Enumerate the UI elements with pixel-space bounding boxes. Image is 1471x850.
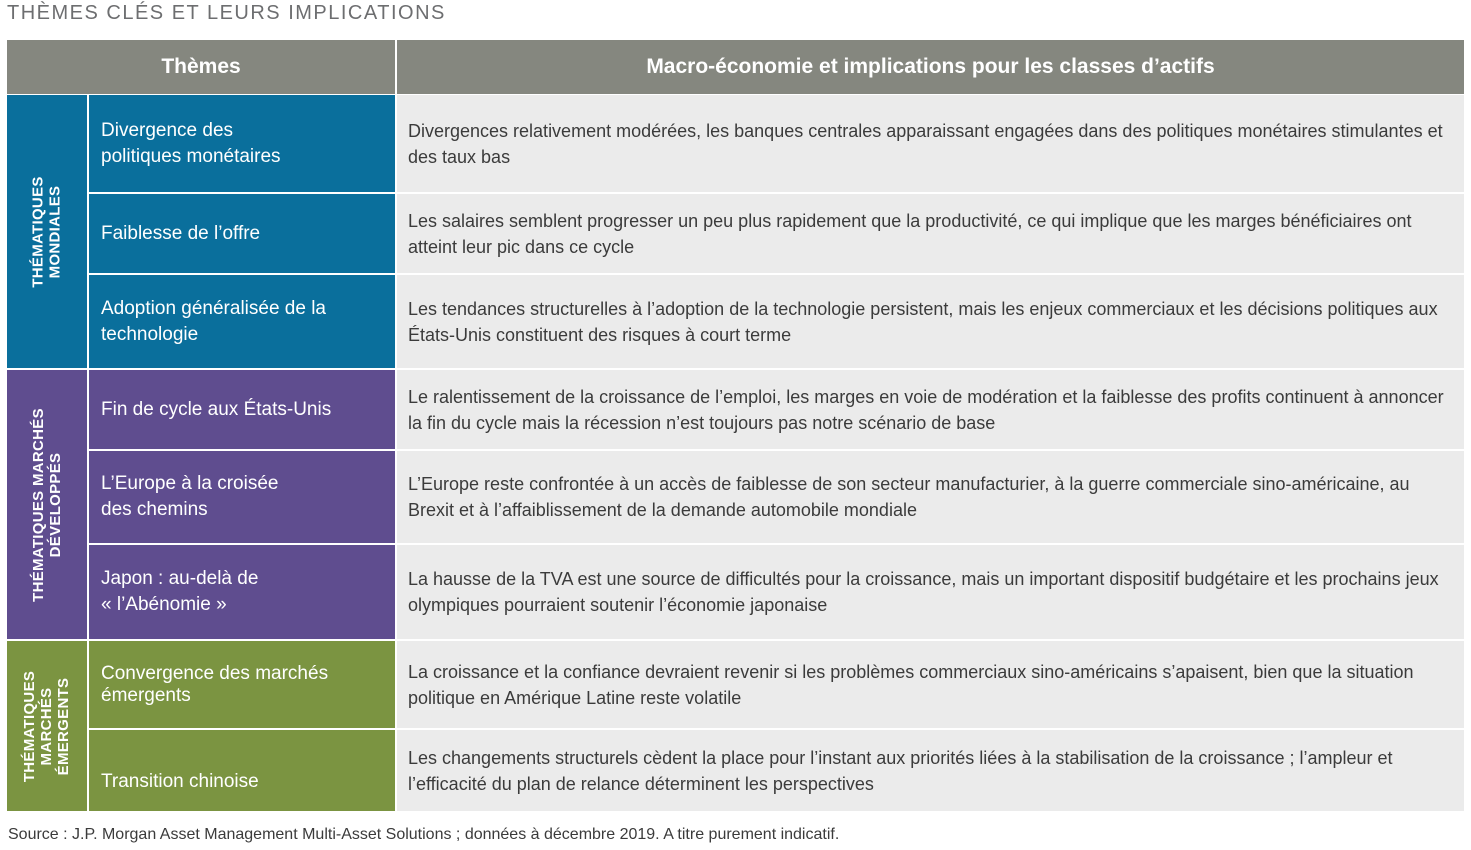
source-note: Source : J.P. Morgan Asset Management Multi-Asset Solutions ; données à décembre 2019. A titre purement indicatif. — [8, 826, 840, 843]
desc-faiblesse-offre: Les salaires semblent progresser un peu plus rapidement que la productivité, ce qui implique que les marges bénéficiaires ont atteint leur pic dans ce cycle — [397, 194, 1464, 273]
theme-convergence: Convergence des marchés émergents — [89, 641, 395, 728]
group-label-line: MARCHÉS — [38, 687, 56, 765]
theme-japon: Japon : au-delà de « l’Abénomie » — [89, 545, 395, 639]
desc-adoption-technologie: Les tendances structurelles à l’adoption de la technologie persistent, mais les enjeux commerciaux et les décisions politiques aux États-Unis constituent des risques à court terme — [397, 275, 1464, 368]
group-label-line: ÉMERGENTS — [55, 677, 73, 775]
theme-divergence: Divergence des politiques monétaires — [89, 95, 395, 192]
theme-transition-chinoise: Transition chinoise — [89, 730, 395, 811]
header-macro: Macro-économie et implications pour les classes d’actifs — [397, 40, 1464, 94]
desc-europe: L’Europe reste confrontée à un accès de faiblesse de son secteur manufacturier, à la guerre commerciale sino-américaine, au Brexit et à l’affaiblissement de la demande automobile mondiale — [397, 451, 1464, 543]
theme-fin-cycle: Fin de cycle aux États-Unis — [89, 370, 395, 449]
theme-faiblesse-offre: Faiblesse de l’offre — [89, 194, 395, 273]
group-label-developpes — [7, 370, 87, 639]
desc-transition-chinoise: Les changements structurels cèdent la place pour l’instant aux priorités liées à la stabilisation de la croissance ; l’ampleur et l’efficacité du plan de relance déterminent les perspectives — [397, 730, 1464, 811]
desc-japon: La hausse de la TVA est une source de difficultés pour la croissance, mais un important dispositif budgétaire et les prochains jeux olympiques pourraient soutenir l’économie japonaise — [397, 545, 1464, 639]
header-themes: Thèmes — [7, 40, 395, 94]
group-label-line: THÉMATIQUES — [21, 670, 39, 782]
group-label-line: THÉMATIQUES — [30, 175, 48, 288]
theme-adoption-technologie: Adoption généralisée de la technologie — [89, 275, 395, 368]
group-label-line: MONDIALES — [47, 185, 65, 278]
group-label-line: THÉMATIQUES MARCHÉS — [30, 407, 48, 602]
desc-divergence: Divergences relativement modérées, les banques centrales apparaissant engagées dans des politiques monétaires stimulantes et des taux bas — [397, 95, 1464, 192]
group-label-mondiales — [7, 95, 87, 368]
desc-fin-cycle: Le ralentissement de la croissance de l’emploi, les marges en voie de modération et la faiblesse des profits continuent à annoncer la fin du cycle mais la récession n’est toujours pas notre scénario de base — [397, 370, 1464, 449]
group-label-line: DÉVELOPPÉS — [47, 452, 65, 557]
group-label-emergents — [7, 641, 87, 811]
theme-europe: L’Europe à la croisée des chemins — [89, 451, 395, 543]
desc-convergence: La croissance et la confiance devraient revenir si les problèmes commerciaux sino-américains s’apaisent, bien que la situation politique en Amérique Latine reste volatile — [397, 641, 1464, 728]
page-title: THÈMES CLÉS ET LEURS IMPLICATIONS — [7, 2, 446, 24]
